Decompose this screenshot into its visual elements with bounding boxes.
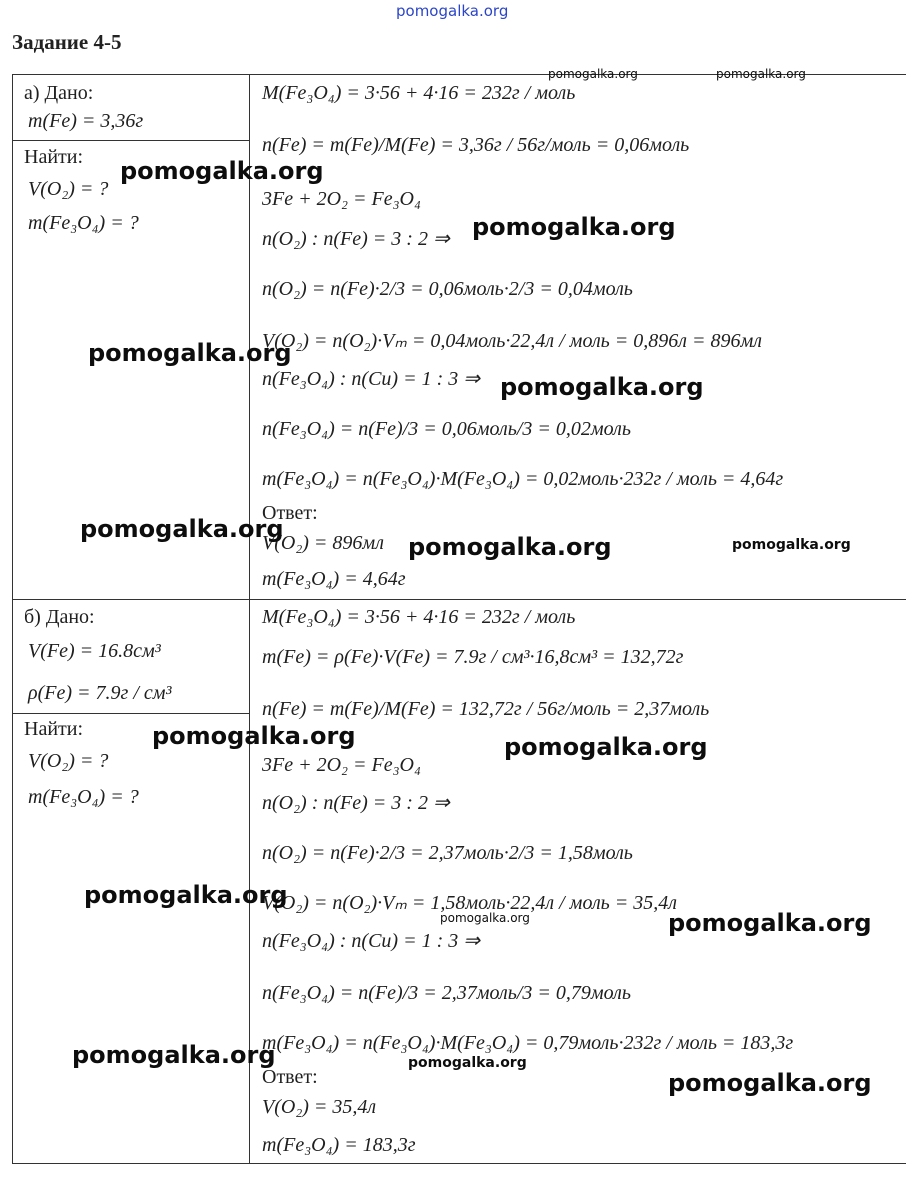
answer-line-b: m(Fe₃O₄) = 183,3г [262,1134,416,1156]
solution-line-b: n(O₂) = n(Fe)·2/3 = 2,37моль·2/3 = 1,58моль [262,842,633,864]
solution-line-a: 3Fe + 2O₂ = Fe₃O₄ [262,188,421,210]
solution-line-a: M(Fe₃O₄) = 3·56 + 4·16 = 232г / моль [262,82,576,104]
find-item-a: V(O₂) = ? [28,178,109,200]
given-divider-a [12,140,249,141]
find-item-b: m(Fe₃O₄) = ? [28,786,139,808]
find-item-b: V(O₂) = ? [28,750,109,772]
watermark: pomogalka.org [500,373,704,401]
answer-line-a: V(O₂) = 896мл [262,532,384,554]
find-item-a: m(Fe₃O₄) = ? [28,212,139,234]
site-link-top[interactable]: pomogalka.org [396,2,509,20]
watermark: pomogalka.org [80,515,284,543]
solution-line-b: n(Fe₃O₄) = n(Fe)/3 = 2,37моль/3 = 0,79моль [262,982,631,1004]
answer-label-a: Ответ: [262,502,318,524]
solution-line-b: n(Fe) = m(Fe)/M(Fe) = 132,72г / 56г/моль = 2,37моль [262,698,710,720]
given-item-a: m(Fe) = 3,36г [28,110,144,132]
watermark: pomogalka.org [668,909,872,937]
solution-line-a: n(O₂) = n(Fe)·2/3 = 0,06моль·2/3 = 0,04моль [262,278,633,300]
solution-line-a: n(Fe₃O₄) = n(Fe)/3 = 0,06моль/3 = 0,02моль [262,418,631,440]
solution-line-a: V(O₂) = n(O₂)·Vₘ = 0,04моль·22,4л / моль = 0,896л = 896мл [262,330,762,352]
answer-label-b: Ответ: [262,1066,318,1088]
find-label-a: Найти: [24,146,84,168]
watermark: pomogalka.org [72,1041,276,1069]
watermark: pomogalka.org [408,533,612,561]
given-label-a: а) Дано: [24,82,94,104]
watermark: pomogalka.org [84,881,288,909]
given-divider-b [12,713,249,714]
task-title: Задание 4-5 [12,30,122,54]
solution-line-a: n(Fe₃O₄) : n(Cu) = 1 : 3 ⇒ [262,368,480,390]
watermark: pomogalka.org [440,911,530,925]
solution-line-a: m(Fe₃O₄) = n(Fe₃O₄)·M(Fe₃O₄) = 0,02моль·232г / моль = 4,64г [262,468,784,490]
given-item-b: V(Fe) = 16.8см³ [28,640,161,662]
watermark: pomogalka.org [548,67,638,81]
solution-line-b: M(Fe₃O₄) = 3·56 + 4·16 = 232г / моль [262,606,576,628]
watermark: pomogalka.org [504,733,708,761]
part-divider [12,599,906,600]
answer-line-a: m(Fe₃O₄) = 4,64г [262,568,406,590]
column-divider [249,74,250,1164]
solution-line-b: n(Fe₃O₄) : n(Cu) = 1 : 3 ⇒ [262,930,480,952]
watermark: pomogalka.org [716,67,806,81]
watermark: pomogalka.org [120,157,324,185]
solution-line-b: V(O₂) = n(O₂)·Vₘ = 1,58моль·22,4л / моль = 35,4л [262,892,677,914]
answer-line-b: V(O₂) = 35,4л [262,1096,377,1118]
find-label-b: Найти: [24,718,84,740]
solution-line-b: n(O₂) : n(Fe) = 3 : 2 ⇒ [262,792,450,814]
solution-line-b: m(Fe) = ρ(Fe)·V(Fe) = 7.9г / см³·16,8см³ = 132,72г [262,646,684,668]
given-item-b: ρ(Fe) = 7.9г / см³ [28,682,172,704]
watermark: pomogalka.org [668,1069,872,1097]
watermark: pomogalka.org [472,213,676,241]
solution-line-a: n(Fe) = m(Fe)/M(Fe) = 3,36г / 56г/моль = 0,06моль [262,134,690,156]
solution-line-a: n(O₂) : n(Fe) = 3 : 2 ⇒ [262,228,450,250]
watermark: pomogalka.org [408,1055,527,1071]
solution-line-b: 3Fe + 2O₂ = Fe₃O₄ [262,754,421,776]
watermark: pomogalka.org [152,722,356,750]
watermark: pomogalka.org [732,537,851,553]
watermark: pomogalka.org [88,339,292,367]
solution-line-b: m(Fe₃O₄) = n(Fe₃O₄)·M(Fe₃O₄) = 0,79моль·232г / моль = 183,3г [262,1032,794,1054]
given-label-b: б) Дано: [24,606,95,628]
